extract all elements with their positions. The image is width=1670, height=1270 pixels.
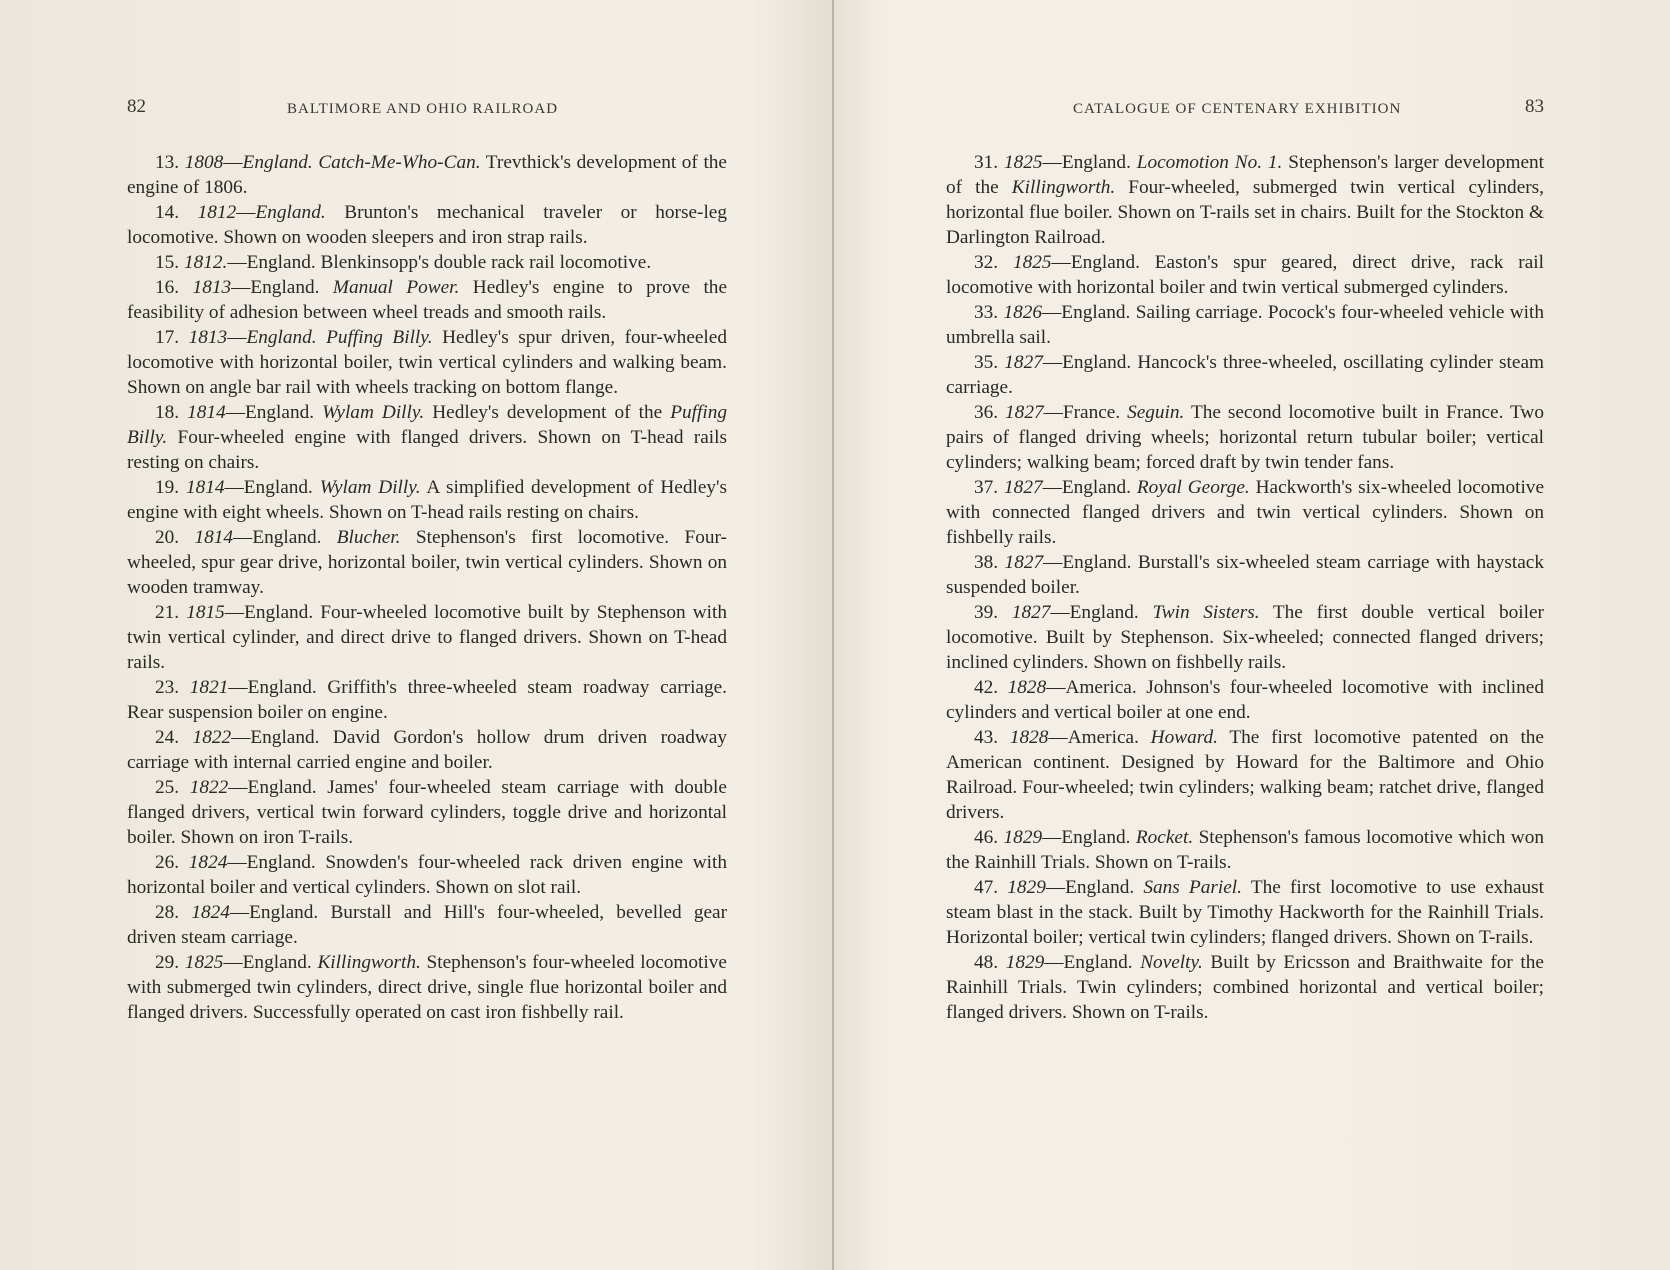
entry-number: 28.	[155, 902, 180, 923]
entry-year: 1821	[189, 677, 229, 698]
entry-number: 18.	[155, 402, 180, 423]
exhibit-name: Royal George.	[1136, 477, 1250, 498]
exhibit-name: Rocket.	[1135, 827, 1194, 848]
entry-year: 1814	[187, 402, 226, 423]
catalogue-entries	[127, 150, 727, 1025]
entry-place: England.	[1063, 952, 1133, 973]
entry-dash: —	[1042, 477, 1062, 498]
catalogue-entry	[127, 675, 727, 725]
catalogue-entry	[127, 200, 727, 250]
entry-year: 1814	[185, 477, 225, 498]
entry-dash: —	[225, 402, 245, 423]
entry-description: Snowden's four-wheeled rack driven engine with horizontal boiler and vertical cylinders. Shown on slot rail.	[127, 852, 727, 898]
entry-dash: —	[227, 852, 247, 873]
entry-place: England.	[250, 727, 320, 748]
entry-description: James' four-wheeled steam carriage with double flanged drivers, vertical twin forward cylinders, toggle drive and horizontal boiler. Shown on iron T-rails.	[127, 777, 727, 848]
entry-dash: —	[223, 952, 243, 973]
entry-text: Stephenson's larger development of the	[946, 152, 1544, 198]
entry-year: 1825	[1012, 252, 1052, 273]
entry-description: Four-wheeled engine with flanged drivers. Shown on T-head rails resting on chairs.	[127, 427, 727, 473]
entry-number: 39.	[974, 602, 999, 623]
entry-year: 1822	[192, 727, 232, 748]
entry-description: Hackworth's six-wheeled locomotive with connected flanged drivers and twin vertical cylinders. Shown on fishbelly rails.	[946, 477, 1544, 548]
running-head-title: BALTIMORE AND OHIO RAILROAD	[287, 101, 559, 117]
entry-year: 1812.	[183, 252, 228, 273]
entry-number: 35.	[974, 352, 999, 373]
entry-dash: —	[227, 327, 247, 348]
running-head-title: CATALOGUE OF CENTENARY EXHIBITION	[1073, 101, 1402, 117]
entry-number: 16.	[155, 277, 180, 298]
entry-dash: —	[1042, 827, 1062, 848]
entry-year: 1829	[1007, 877, 1046, 898]
entry-dash: —	[1042, 152, 1062, 173]
entry-year: 1829	[1005, 952, 1045, 973]
catalogue-entry	[946, 475, 1544, 550]
entry-place: England.	[247, 777, 317, 798]
entry-place: England.	[246, 327, 317, 348]
catalogue-entry	[946, 150, 1544, 250]
entry-description: Trevthick's development of the engine of 1806.	[127, 152, 727, 198]
entry-place: England.	[1061, 827, 1131, 848]
catalogue-entry	[946, 250, 1544, 300]
entry-place: England.	[252, 527, 322, 548]
entry-dash: —	[1043, 402, 1063, 423]
catalogue-entry	[946, 825, 1544, 875]
entry-number: 37.	[974, 477, 999, 498]
entry-dash: —	[231, 727, 251, 748]
entry-number: 23.	[155, 677, 180, 698]
entry-year: 1827	[1004, 552, 1044, 573]
entry-number: 20.	[155, 527, 180, 548]
entry-number: 15.	[155, 252, 180, 273]
entry-place: England.	[246, 852, 316, 873]
entry-year: 1814	[194, 527, 234, 548]
entry-description: Brunton's mechanical traveler or horse-leg locomotive. Shown on wooden sleepers and iron strap rails.	[127, 202, 727, 248]
catalogue-entry	[946, 400, 1544, 475]
entry-number: 19.	[155, 477, 180, 498]
entry-place: England.	[244, 402, 315, 423]
entry-dash: —	[1042, 352, 1063, 373]
exhibit-name: Killingworth.	[317, 952, 421, 973]
entry-place: England.	[1062, 352, 1132, 373]
catalogue-entry	[127, 275, 727, 325]
catalogue-entry	[946, 675, 1544, 725]
entry-dash: —	[229, 902, 250, 923]
catalogue-entry	[127, 325, 727, 400]
entry-number: 31.	[974, 152, 999, 173]
entry-dash: —	[231, 277, 251, 298]
exhibit-name: Manual Power.	[332, 277, 460, 298]
entry-place: England.	[1062, 552, 1132, 573]
entry-year: 1827	[1004, 352, 1043, 373]
entry-number: 38.	[974, 552, 999, 573]
entry-description: Stephenson's famous locomotive which won the Rainhill Trials. Shown on T-rails.	[946, 827, 1544, 873]
entry-description: Hancock's three-wheeled, oscillating cylinder steam carriage.	[946, 352, 1545, 398]
entry-year: 1826	[1003, 302, 1043, 323]
entry-year: 1829	[1003, 827, 1043, 848]
entry-description: Four-wheeled locomotive built by Stephenson with twin vertical cylinder, and direct drive to flanged drivers. Shown on T-head rails.	[127, 602, 727, 673]
entry-description: The first locomotive patented on the American continent. Designed by Howard for the Baltimore and Ohio Railroad. Four-wheeled; twin cylinders; walking beam; ratchet drive, flanged drivers.	[946, 727, 1544, 823]
entry-place: England.	[243, 477, 313, 498]
entry-dash: —	[1044, 952, 1064, 973]
exhibit-name: Catch-Me-Who-Can.	[318, 152, 481, 173]
entry-year: 1825	[184, 952, 224, 973]
catalogue-entry	[127, 725, 727, 775]
entry-place: England.	[247, 677, 317, 698]
entry-year: 1815	[186, 602, 225, 623]
catalogue-entry	[127, 600, 727, 675]
catalogue-entry	[127, 775, 727, 850]
right-page	[946, 0, 1544, 1025]
entry-year: 1825	[1003, 152, 1043, 173]
exhibit-name: Puffing Billy.	[326, 327, 433, 348]
entry-year: 1813	[188, 327, 228, 348]
entry-description: Johnson's four-wheeled locomotive with inclined cylinders and vertical boiler at one end.	[946, 677, 1545, 723]
catalogue-entry	[127, 950, 727, 1025]
entry-dash: —	[1045, 877, 1066, 898]
exhibit-name: Novelty.	[1140, 952, 1203, 973]
entry-year: 1827	[1011, 602, 1051, 623]
catalogue-entry	[946, 950, 1544, 1025]
entry-description: The first locomotive to use exhaust steam blast in the stack. Built by Timothy Hackworth for the Rainhill Trials. Horizontal boiler; vertical twin cylinders; flanged drivers. Shown on T-rails.	[946, 877, 1545, 948]
catalogue-entry	[946, 350, 1544, 400]
entry-place: America.	[1065, 677, 1137, 698]
entry-place: France.	[1062, 402, 1121, 423]
entry-description: Four-wheeled, submerged twin vertical cylinders, horizontal flue boiler. Shown on T-rails set in chairs. Built for the Stockton & Darlington Railroad.	[946, 177, 1544, 248]
entry-dash: —	[227, 252, 247, 273]
entry-number: 33.	[974, 302, 999, 323]
page-number: 82	[127, 96, 146, 117]
entry-year: 1812	[197, 202, 237, 223]
exhibit-reference: Puffing Billy.	[127, 402, 727, 448]
entry-number: 43.	[974, 727, 999, 748]
entry-number: 32.	[974, 252, 999, 273]
entry-description: Sailing carriage. Pocock's four-wheeled vehicle with umbrella sail.	[946, 302, 1544, 348]
catalogue-entry	[127, 850, 727, 900]
exhibit-name: Howard.	[1150, 727, 1218, 748]
entry-description: Burstall and Hill's four-wheeled, bevelled gear driven steam carriage.	[127, 902, 727, 948]
exhibit-name: Locomotion No. 1.	[1136, 152, 1283, 173]
catalogue-entry	[127, 400, 727, 475]
entry-dash: —	[1048, 727, 1068, 748]
exhibit-name: Sans Pariel.	[1143, 877, 1242, 898]
entry-year: 1824	[188, 852, 228, 873]
entry-place: England.	[250, 277, 320, 298]
entry-number: 46.	[974, 827, 999, 848]
entry-place: England.	[242, 952, 312, 973]
entry-year: 1827	[1004, 477, 1043, 498]
exhibit-name: Wylam Dilly.	[322, 402, 425, 423]
catalogue-entry	[946, 550, 1544, 600]
entry-dash: —	[224, 602, 245, 623]
page-gutter	[832, 0, 834, 1270]
catalogue-entry	[127, 250, 727, 275]
entry-description: David Gordon's hollow drum driven roadway carriage with internal carried engine and boiler.	[127, 727, 727, 773]
catalogue-entry	[127, 475, 727, 525]
entry-place: England.	[246, 252, 316, 273]
entry-description: Stephenson's first locomotive. Four-wheeled, spur gear drive, horizontal boiler, twin vertical cylinders. Shown on wooden tramway.	[127, 527, 727, 598]
entry-description: A simplified development of Hedley's engine with eight wheels. Shown on T-head rails resting on chairs.	[127, 477, 727, 523]
exhibit-reference: Killingworth.	[1011, 177, 1116, 198]
entry-description: Hedley's engine to prove the feasibility of adhesion between wheel treads and smooth rails.	[127, 277, 727, 323]
entry-year: 1822	[189, 777, 229, 798]
entry-number: 48.	[974, 952, 999, 973]
page-number: 83	[1525, 96, 1544, 117]
exhibit-name: Wylam Dilly.	[319, 477, 421, 498]
entry-dash: —	[1042, 302, 1062, 323]
catalogue-entry	[127, 150, 727, 200]
entry-dash: —	[228, 677, 248, 698]
entry-dash: —	[224, 477, 244, 498]
catalogue-entries	[946, 150, 1544, 1025]
catalogue-entry	[946, 875, 1544, 950]
running-head	[946, 98, 1544, 128]
entry-place: England.	[249, 902, 319, 923]
entry-number: 14.	[155, 202, 180, 223]
entry-description: Blenkinsopp's double rack rail locomotive.	[320, 252, 652, 273]
left-page	[127, 0, 727, 1025]
entry-place: England.	[244, 602, 314, 623]
entry-description: Hedley's spur driven, four-wheeled locomotive with horizontal boiler, twin vertical cylinders and walking beam. Shown on angle bar rail with wheels tracking on bottom flange.	[127, 327, 727, 398]
entry-description: Built by Ericsson and Braithwaite for the Rainhill Trials. Twin cylinders; combined horizontal and vertical boiler; flanged drivers. Shown on T-rails.	[946, 952, 1544, 1023]
exhibit-name: Twin Sisters.	[1152, 602, 1260, 623]
entry-number: 25.	[155, 777, 180, 798]
entry-dash: —	[1046, 677, 1066, 698]
entry-place: England.	[1065, 877, 1135, 898]
running-head	[127, 98, 727, 128]
entry-number: 42.	[974, 677, 999, 698]
entry-dash: —	[1051, 252, 1071, 273]
entry-number: 21.	[155, 602, 180, 623]
entry-year: 1827	[1005, 402, 1044, 423]
entry-place: England.	[255, 202, 326, 223]
exhibit-name: Blucher.	[336, 527, 401, 548]
entry-description: Griffith's three-wheeled steam roadway carriage. Rear suspension boiler on engine.	[127, 677, 727, 723]
entry-number: 24.	[155, 727, 180, 748]
entry-description: Stephenson's four-wheeled locomotive with submerged twin cylinders, direct drive, single flue horizontal boiler and flanged drivers. Successfully operated on cast iron fishbelly rail.	[127, 952, 727, 1023]
entry-place: England.	[1069, 602, 1139, 623]
entry-description: Burstall's six-wheeled steam carriage with haystack suspended boiler.	[946, 552, 1545, 598]
entry-number: 17.	[155, 327, 180, 348]
entry-number: 13.	[155, 152, 180, 173]
entry-place: England.	[1061, 152, 1131, 173]
entry-dash: —	[233, 527, 253, 548]
entry-year: 1813	[192, 277, 232, 298]
entry-number: 36.	[974, 402, 999, 423]
entry-year: 1824	[191, 902, 230, 923]
entry-dash: —	[1043, 552, 1063, 573]
entry-place: England.	[1061, 302, 1131, 323]
entry-dash: —	[228, 777, 248, 798]
entry-place: England.	[1070, 252, 1140, 273]
catalogue-entry	[127, 525, 727, 600]
catalogue-entry	[946, 600, 1544, 675]
entry-number: 29.	[155, 952, 180, 973]
exhibit-name: Seguin.	[1127, 402, 1185, 423]
entry-dash: —	[236, 202, 256, 223]
entry-year: 1828	[1009, 727, 1049, 748]
entry-number: 47.	[974, 877, 999, 898]
entry-place: America.	[1067, 727, 1139, 748]
entry-place: England.	[242, 152, 313, 173]
entry-year: 1808	[184, 152, 224, 173]
catalogue-entry	[127, 900, 727, 950]
catalogue-entry	[946, 300, 1544, 350]
entry-dash: —	[1050, 602, 1070, 623]
entry-description: The second locomotive built in France. Two pairs of flanged driving wheels; horizontal return tubular boiler; vertical cylinders; walking beam; forced draft by twin tender fans.	[946, 402, 1544, 473]
entry-year: 1828	[1007, 677, 1047, 698]
entry-number: 26.	[155, 852, 180, 873]
catalogue-entry	[946, 725, 1544, 825]
entry-description: The first double vertical boiler locomotive. Built by Stephenson. Six-wheeled; connected flanged drivers; inclined cylinders. Shown on fishbelly rails.	[946, 602, 1544, 673]
entry-description: Easton's spur geared, direct drive, rack rail locomotive with horizontal boiler and twin vertical submerged cylinders.	[946, 252, 1545, 298]
entry-text: Hedley's development of the	[432, 402, 663, 423]
entry-dash: —	[223, 152, 243, 173]
entry-place: England.	[1061, 477, 1131, 498]
